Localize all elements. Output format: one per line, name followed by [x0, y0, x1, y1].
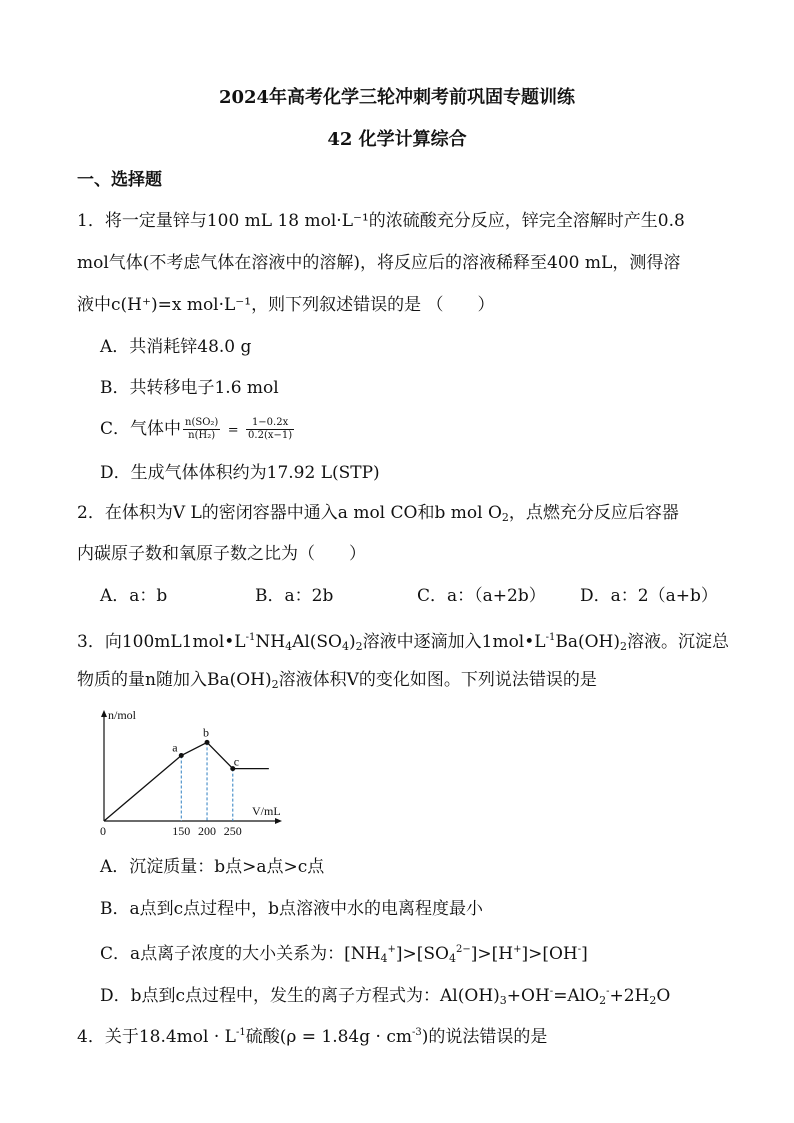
x-axis-arrow [275, 818, 282, 824]
series-line [104, 742, 269, 821]
fraction-denominator: n(H₂) [188, 430, 216, 441]
q2-option-b: B．a：2b [255, 586, 334, 606]
tick-label-250: 250 [223, 824, 242, 838]
point-a [179, 753, 184, 758]
q4-line1 [77, 1023, 547, 1047]
text: ]>[SO [395, 944, 449, 964]
subscript: 4 [380, 952, 388, 965]
y-axis-arrow [101, 710, 107, 717]
point-label-a: a [172, 740, 178, 755]
text: ) [349, 632, 356, 652]
subscript: 2 [599, 994, 607, 1007]
q2-option-a: A．a：b [100, 586, 168, 606]
text: ] [581, 944, 588, 964]
subscript: 2 [619, 640, 627, 653]
q3-line1 [77, 628, 729, 657]
superscript: - [606, 986, 610, 997]
q2-line1-text: 2．在体积为V L的密闭容器中通入a mol CO和b mol O [77, 503, 502, 523]
text: Al(SO [292, 632, 342, 652]
text: O [656, 986, 671, 1006]
q1-line2: mol气体(不考虑气体在溶液中的溶解)，将反应后的溶液稀释至400 mL，测得溶 [77, 253, 681, 273]
text: 硫酸(ρ = 1.84g · cm [245, 1027, 412, 1047]
text: 溶液体积V的变化如图。下列说法错误的是 [278, 670, 597, 690]
equals-sign: = [227, 423, 239, 438]
text: )的说法错误的是 [421, 1027, 548, 1047]
y-axis-label: n/mol [108, 708, 137, 722]
text: ]>[OH [521, 944, 578, 964]
q3-option-b: B．a点到c点过程中，b点溶液中水的电离程度最小 [100, 899, 484, 919]
superscript: 2− [455, 944, 471, 955]
text: C．a点离子浓度的大小关系为：[NH [100, 944, 381, 964]
q1-option-b: B．共转移电子1.6 mol [100, 378, 279, 398]
q1-option-c [100, 414, 296, 446]
point-label-b: b [203, 725, 210, 740]
text: D．b点到c点过程中，发生的离子方程式为：Al(OH) [100, 986, 500, 1006]
q2-line1-text-end: ，点燃充分反应后容器 [508, 503, 679, 523]
subscript: 2 [501, 511, 509, 524]
text: 溶液。沉淀总 [626, 632, 729, 652]
x-axis-label: V/mL [252, 804, 281, 818]
tick-label-0: 0 [100, 824, 106, 838]
fraction-denominator: 0.2(x−1) [248, 430, 293, 441]
precipitate-graph [88, 708, 288, 838]
subscript: 4 [448, 952, 456, 965]
superscript: - [577, 944, 582, 955]
subscript: 3 [499, 994, 507, 1007]
subscript: 4 [285, 640, 293, 653]
fraction-numerator: 1−0.2x [246, 417, 294, 430]
subscript: 2 [649, 994, 657, 1007]
q3-option-a: A．沉淀质量：b点>a点>c点 [100, 857, 325, 877]
q3-option-d [100, 982, 670, 1011]
page-title-line1: 2024年高考化学三轮冲刺考前巩固专题训练 [218, 87, 576, 108]
q2-option-c: C．a：（a+2b） [417, 586, 546, 606]
subscript: 4 [342, 640, 349, 653]
superscript: -1 [235, 1027, 246, 1038]
text: 3．向100mL1mol•L [77, 632, 246, 652]
q2-option-d: D．a：2（a+b） [580, 586, 718, 606]
text: Ba(OH) [555, 632, 620, 652]
superscript: + [513, 944, 522, 955]
q2-line2: 内碳原子数和氧原子数之比为（ ） [77, 544, 366, 564]
fraction-x-expression [246, 417, 294, 442]
text: 物质的量n随加入Ba(OH) [77, 670, 272, 690]
text: NH [255, 632, 286, 652]
point-b [205, 740, 210, 745]
q3-option-c [100, 940, 588, 969]
superscript: - [549, 986, 554, 997]
subscript: 2 [271, 678, 279, 691]
text: 溶液中逐滴加入1mol•L [362, 632, 546, 652]
fraction-numerator: n(SO₂) [185, 417, 219, 428]
q1-option-a: A．共消耗锌48.0 g [100, 337, 252, 357]
tick-label-200: 200 [198, 824, 217, 838]
q2-line1 [77, 503, 679, 528]
point-label-c: c [233, 754, 240, 769]
q1-option-d: D．生成气体体积约为17.92 L(STP) [100, 463, 380, 483]
text: =AlO [553, 986, 600, 1006]
superscript: + [387, 944, 396, 955]
text: +2H [609, 986, 650, 1006]
superscript: -1 [245, 632, 256, 643]
superscript: -3 [411, 1027, 422, 1038]
text: ]>[H [470, 944, 514, 964]
text: 4．关于18.4mol · L [77, 1027, 236, 1047]
subscript: 2 [355, 640, 363, 653]
section-heading: 一、选择题 [77, 170, 162, 190]
fraction-gas-ratio [183, 417, 220, 442]
page-title-line2: 42 化学计算综合 [327, 129, 467, 150]
q2-options [100, 586, 740, 608]
text: +OH [506, 986, 550, 1006]
q1-line1: 1．将一定量锌与100 mL 18 mol·L⁻¹的浓硫酸充分反应，锌完全溶解时产生0.8 [77, 211, 685, 231]
q1-line3: 液中c(H⁺)=x mol·L⁻¹，则下列叙述错误的是 （ ） [77, 295, 495, 315]
q3-line2 [77, 670, 597, 695]
tick-label-150: 150 [172, 824, 191, 838]
q1-option-c-prefix: C．气体中 [100, 419, 182, 439]
superscript: -1 [545, 632, 556, 643]
